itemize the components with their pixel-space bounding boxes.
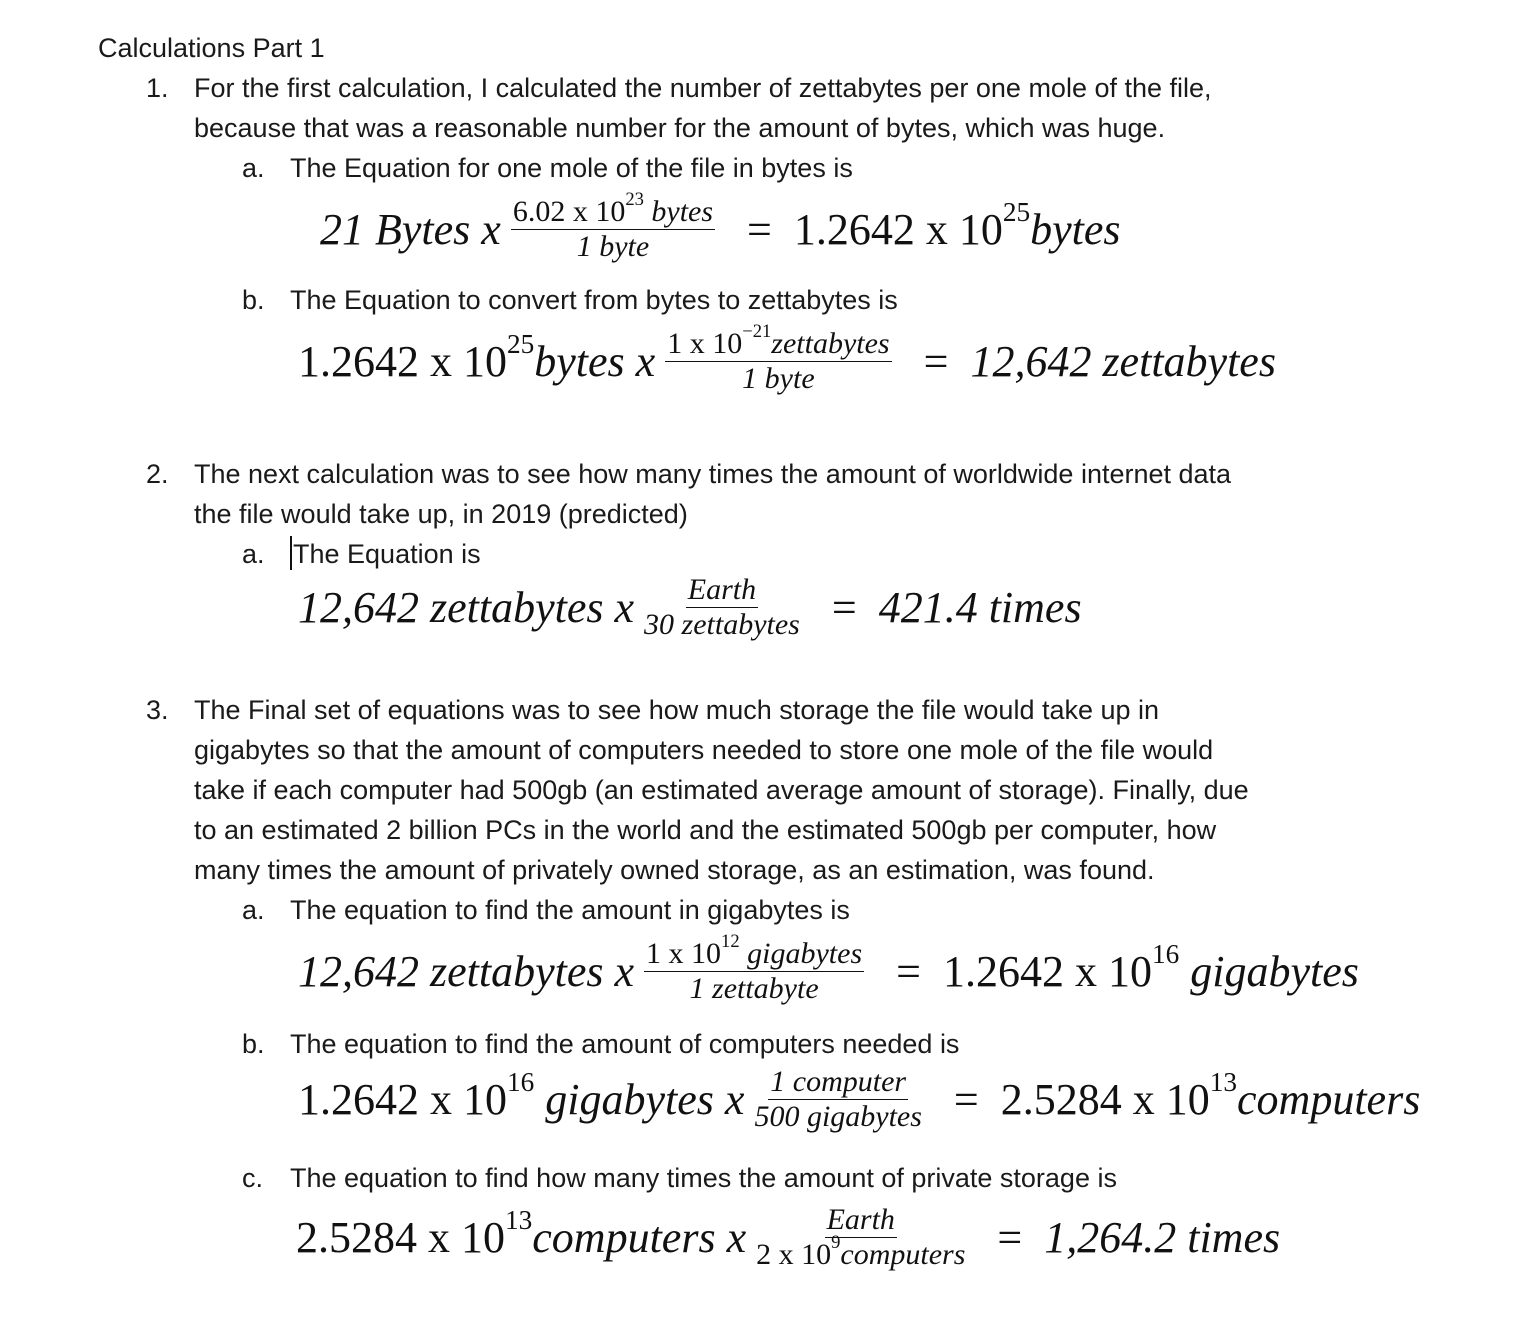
eq-1b-lhs-unit: bytes x (534, 336, 656, 386)
eq-3c-den-unit: computers (840, 1237, 966, 1271)
item-3-line-5: many times the amount of privately owned storage, as an estimation, was found. (194, 855, 1155, 885)
eq-3a-den: 1 zettabyte (689, 971, 819, 1005)
item-1-line-1: For the first calculation, I calculated the number of zettabytes per one mole of the file, (194, 73, 1212, 103)
eq-3a-equals: = (896, 946, 921, 996)
item-2a-text: The Equation is (293, 539, 481, 569)
equation-3a (298, 931, 1359, 1005)
list-marker-3a: a. (242, 895, 265, 925)
eq-2a-equals: = (831, 582, 857, 632)
eq-1a-rhs-exp: 25 (1002, 196, 1031, 227)
equation-1b (298, 321, 1276, 395)
item-1a-text: The Equation for one mole of the file in bytes is (290, 153, 853, 183)
text-cursor (290, 536, 292, 570)
eq-3a-fraction (644, 931, 864, 1005)
eq-3c-lhs-base: 2.5284 x 10 (296, 1212, 505, 1262)
eq-3c-lhs-exp: 13 (505, 1204, 533, 1235)
eq-1b-num-unit: zettabytes (771, 327, 890, 360)
list-marker-3c: c. (242, 1163, 264, 1193)
list-marker-3: 3. (146, 695, 169, 725)
eq-2a-den: 30 zettabytes (644, 607, 800, 641)
eq-3b-den: 500 gigabytes (754, 1099, 922, 1133)
eq-3b-rhs-base: 2.5284 x 10 (1000, 1074, 1210, 1124)
item-1-line-2: because that was a reasonable number for the amount of bytes, which was huge. (194, 113, 1166, 143)
list-marker-2a: a. (242, 539, 265, 569)
eq-1b-equals: = (923, 336, 949, 386)
item-2a-line (290, 534, 481, 574)
item-3-line-4: to an estimated 2 billion PCs in the world and the estimated 500gb per computer, how (194, 815, 1217, 845)
equation-1a (320, 189, 1121, 263)
eq-1b-rhs: 12,642 zettabytes (970, 336, 1276, 386)
item-3-line-1: The Final set of equations was to see how much storage the file would take up in (194, 695, 1160, 725)
item-2-line-1: The next calculation was to see how many times the amount of worldwide internet data (194, 459, 1232, 489)
eq-3a-num-exp: 12 (721, 931, 740, 953)
eq-2a-fraction (644, 574, 800, 640)
item-2-line-2: the file would take up, in 2019 (predicted) (194, 499, 688, 529)
eq-1a-den: 1 byte (576, 229, 650, 263)
eq-3b-num: 1 computer (770, 1065, 907, 1098)
item-1b-text: The Equation to convert from bytes to zettabytes is (290, 285, 898, 315)
eq-3c-lhs-unit: computers x (532, 1212, 747, 1262)
eq-1a-num-base: 6.02 x 10 (512, 195, 626, 228)
eq-1b-lhs-base: 1.2642 x 10 (298, 336, 507, 386)
item-3c-text: The equation to find how many times the amount of private storage is (290, 1163, 1117, 1193)
eq-3c-num: Earth (826, 1203, 895, 1236)
item-3a-text: The equation to find the amount in gigabytes is (290, 895, 850, 925)
eq-3c-den-base: 2 x 10 (756, 1237, 832, 1271)
eq-1b-fraction (665, 321, 891, 395)
eq-3b-rhs-unit: computers (1237, 1074, 1421, 1124)
eq-1b-num-exp: −21 (742, 321, 772, 343)
eq-3a-num-base: 1 x 10 (646, 937, 722, 970)
eq-3c-den-exp: 9 (831, 1231, 841, 1253)
equation-3c (296, 1204, 1280, 1270)
list-marker-1b: b. (242, 285, 265, 315)
page-title: Calculations Part 1 (98, 33, 325, 63)
eq-1b-num-base: 1 x 10 (667, 327, 743, 360)
eq-1a-rhs-base: 1.2642 x 10 (793, 204, 1003, 254)
eq-3b-fraction (754, 1066, 921, 1132)
item-3-line-2: gigabytes so that the amount of computers needed to store one mole of the file would (194, 735, 1214, 765)
eq-3b-equals: = (953, 1074, 979, 1124)
eq-3b-lhs-exp: 16 (507, 1066, 535, 1097)
eq-2a-rhs: 421.4 times (878, 582, 1082, 632)
eq-3a-rhs-unit: gigabytes (1179, 946, 1359, 996)
eq-1a-rhs-unit: bytes (1030, 204, 1121, 254)
list-marker-1a: a. (242, 153, 265, 183)
eq-3b-lhs-unit: gigabytes x (534, 1074, 745, 1124)
item-3-line-3: take if each computer had 500gb (an estimated average amount of storage). Finally, due (194, 775, 1249, 805)
item-3b-text: The equation to find the amount of computers needed is (290, 1029, 960, 1059)
eq-2a-lhs: 12,642 zettabytes x (298, 582, 635, 632)
eq-3c-rhs: 1,264.2 times (1044, 1212, 1281, 1262)
equation-2a (298, 574, 1082, 640)
eq-1b-den: 1 byte (742, 361, 815, 395)
eq-2a-num: Earth (687, 573, 757, 606)
eq-3b-lhs-base: 1.2642 x 10 (298, 1074, 507, 1124)
eq-1a-lhs: 21 Bytes x (320, 204, 501, 254)
eq-3a-lhs: 12,642 zettabytes x (298, 946, 635, 996)
eq-1a-num-exp: 23 (625, 189, 644, 211)
eq-3a-num-unit: gigabytes (739, 937, 863, 970)
eq-1a-fraction (511, 189, 715, 263)
eq-3a-rhs-base: 1.2642 x 10 (942, 946, 1152, 996)
list-marker-3b: b. (242, 1029, 265, 1059)
eq-3c-equals: = (997, 1212, 1023, 1262)
eq-3c-fraction (756, 1204, 965, 1270)
list-marker-2: 2. (146, 459, 169, 489)
eq-3b-rhs-exp: 13 (1209, 1066, 1238, 1097)
list-marker-1: 1. (146, 73, 169, 103)
eq-1a-equals: = (747, 204, 772, 254)
eq-1a-num-unit: bytes (643, 195, 714, 228)
equation-3b (298, 1066, 1420, 1132)
eq-1b-lhs-exp: 25 (507, 328, 535, 359)
eq-3a-rhs-exp: 16 (1151, 938, 1180, 969)
